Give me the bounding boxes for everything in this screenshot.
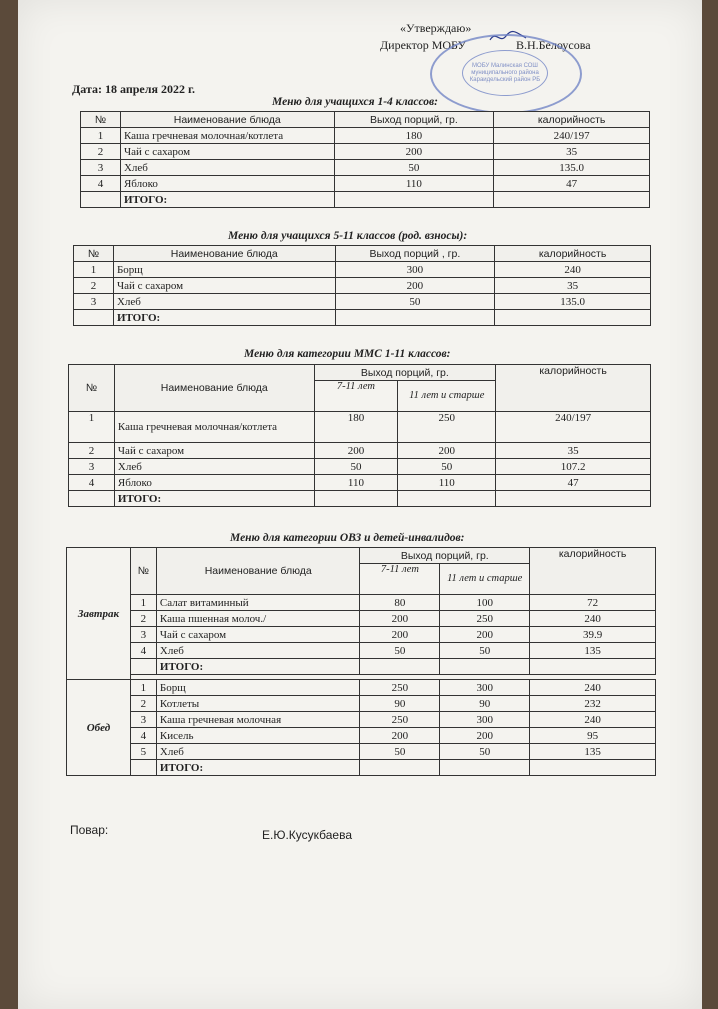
row-output-7-11: 90 (360, 696, 440, 712)
row-dish: Яблоко (120, 176, 334, 192)
subheader-age-11-plus: 11 лет и старше (398, 381, 496, 412)
row-output-7-11: 200 (360, 728, 440, 744)
total-label: ИТОГО: (156, 760, 360, 776)
row-calories: 135.0 (494, 160, 650, 176)
official-stamp (430, 34, 582, 114)
table-row (69, 443, 651, 459)
row-dish: Яблоко (114, 475, 314, 491)
row-output-7-11: 50 (360, 744, 440, 760)
row-number: 5 (130, 744, 156, 760)
total-label: ИТОГО: (120, 192, 334, 208)
stamp-text: МОБУ Малинская СОШ муниципального района Караидельский район РБ (462, 50, 548, 96)
row-output-7-11: 110 (314, 475, 398, 491)
row-dish: Салат витаминный (156, 595, 360, 611)
table-row (67, 611, 656, 627)
header-calories: калорийность (494, 112, 650, 128)
row-dish: Чай с сахаром (113, 278, 335, 294)
meal-lunch-label: Обед (67, 680, 131, 776)
table-row (67, 627, 656, 643)
row-calories: 135 (530, 643, 656, 659)
table-row (67, 728, 656, 744)
row-output: 200 (334, 144, 494, 160)
row-output: 50 (334, 160, 494, 176)
row-number: 1 (81, 128, 121, 144)
row-output-7-11: 200 (360, 627, 440, 643)
row-calories: 135.0 (495, 294, 651, 310)
row-output-11-plus: 90 (440, 696, 530, 712)
row-output-7-11: 250 (360, 712, 440, 728)
table-row (67, 744, 656, 760)
row-output-11-plus: 200 (398, 443, 496, 459)
table-header-row (69, 365, 651, 381)
row-number: 1 (130, 680, 156, 696)
row-calories: 240/197 (496, 412, 651, 443)
row-output-11-plus: 50 (440, 744, 530, 760)
row-output-7-11: 80 (360, 595, 440, 611)
header-calories: калорийность (496, 365, 651, 412)
cook-label: Повар: (70, 823, 109, 837)
row-dish: Чай с сахаром (156, 627, 360, 643)
table-row (81, 128, 650, 144)
cook-name: Е.Ю.Кусукбаева (262, 828, 353, 842)
table-header-row (74, 246, 651, 262)
total-label: ИТОГО: (114, 491, 314, 507)
row-output-11-plus: 50 (398, 459, 496, 475)
row-calories: 35 (495, 278, 651, 294)
row-number: 1 (69, 412, 115, 443)
row-calories: 240 (530, 680, 656, 696)
approval-prefix: Директор МОБУ (380, 38, 466, 52)
header-number: № (81, 112, 121, 128)
row-calories: 240 (530, 712, 656, 728)
row-number: 4 (130, 728, 156, 744)
row-number: 1 (74, 262, 114, 278)
total-row (74, 310, 651, 326)
row-number: 2 (69, 443, 115, 459)
row-number: 3 (69, 459, 115, 475)
row-dish: Чай с сахаром (114, 443, 314, 459)
approval-title: «Утверждаю» (400, 21, 472, 35)
approval-name: В.Н.Белоусова (516, 38, 591, 52)
row-number: 2 (74, 278, 114, 294)
row-dish: Каша пшенная молоч./ (156, 611, 360, 627)
header-dish: Наименование блюда (156, 548, 360, 595)
row-dish: Хлеб (113, 294, 335, 310)
table-header-row (81, 112, 650, 128)
row-calories: 240 (530, 611, 656, 627)
row-dish: Борщ (156, 680, 360, 696)
row-output-11-plus: 200 (440, 728, 530, 744)
row-number: 4 (130, 643, 156, 659)
table1-caption: Меню для учащихся 1-4 классов: (272, 96, 439, 108)
table-row (74, 262, 651, 278)
row-output-7-11: 200 (360, 611, 440, 627)
row-number: 2 (130, 611, 156, 627)
row-dish: Хлеб (156, 744, 360, 760)
row-output-11-plus: 100 (440, 595, 530, 611)
row-calories: 39.9 (530, 627, 656, 643)
row-number: 3 (74, 294, 114, 310)
header-calories: калорийность (495, 246, 651, 262)
row-calories: 35 (494, 144, 650, 160)
row-output-11-plus: 250 (398, 412, 496, 443)
row-calories: 135 (530, 744, 656, 760)
menu-date: Дата: 18 апреля 2022 г. (72, 82, 196, 96)
row-calories: 240 (495, 262, 651, 278)
header-output: Выход порций, гр. (360, 548, 530, 564)
total-label: ИТОГО: (113, 310, 335, 326)
row-dish: Борщ (113, 262, 335, 278)
total-row (67, 659, 656, 675)
header-dish: Наименование блюда (114, 365, 314, 412)
row-output-11-plus: 50 (440, 643, 530, 659)
table-row (74, 294, 651, 310)
row-dish: Каша гречневая молочная/котлета (114, 412, 314, 443)
row-output-7-11: 50 (314, 459, 398, 475)
meal-breakfast-label: Завтрак (67, 548, 131, 680)
row-calories: 72 (530, 595, 656, 611)
row-calories: 107.2 (496, 459, 651, 475)
row-dish: Чай с сахаром (120, 144, 334, 160)
menu-table-5-11 (73, 245, 651, 326)
row-number: 2 (130, 696, 156, 712)
row-output-7-11: 200 (314, 443, 398, 459)
row-calories: 47 (494, 176, 650, 192)
header-number: № (69, 365, 115, 412)
header-number: № (130, 548, 156, 595)
header-dish: Наименование блюда (120, 112, 334, 128)
row-output-7-11: 180 (314, 412, 398, 443)
subheader-age-7-11: 7-11 лет (314, 381, 398, 412)
header-number: № (74, 246, 114, 262)
row-calories: 232 (530, 696, 656, 712)
table-header-row (67, 548, 656, 564)
row-number: 2 (81, 144, 121, 160)
row-dish: Каша гречневая молочная/котлета (120, 128, 334, 144)
table-row (81, 176, 650, 192)
header-dish: Наименование блюда (113, 246, 335, 262)
table-row (67, 712, 656, 728)
table-row (69, 412, 651, 443)
subheader-age-7-11: 7-11 лет (360, 564, 440, 595)
row-dish: Котлеты (156, 696, 360, 712)
row-dish: Кисель (156, 728, 360, 744)
row-number: 1 (130, 595, 156, 611)
table3-caption: Меню для категории ММС 1-11 классов: (244, 348, 451, 360)
row-number: 4 (69, 475, 115, 491)
table-row (67, 595, 656, 611)
row-output: 200 (335, 278, 495, 294)
header-output: Выход порций, гр. (334, 112, 494, 128)
row-output: 50 (335, 294, 495, 310)
row-calories: 240/197 (494, 128, 650, 144)
row-dish: Каша гречневая молочная (156, 712, 360, 728)
total-row (81, 192, 650, 208)
header-calories: калорийность (530, 548, 656, 595)
row-calories: 47 (496, 475, 651, 491)
table-row (67, 680, 656, 696)
table-row (81, 144, 650, 160)
row-output-7-11: 50 (360, 643, 440, 659)
row-dish: Хлеб (156, 643, 360, 659)
row-calories: 35 (496, 443, 651, 459)
subheader-age-11-plus: 11 лет и старше (440, 564, 530, 595)
row-number: 3 (130, 627, 156, 643)
table4-caption: Меню для категории ОВЗ и детей-инвалидов: (230, 532, 465, 544)
row-dish: Хлеб (120, 160, 334, 176)
row-number: 4 (81, 176, 121, 192)
row-dish: Хлеб (114, 459, 314, 475)
row-output-7-11: 250 (360, 680, 440, 696)
menu-table-mms (68, 364, 651, 507)
row-output: 180 (334, 128, 494, 144)
row-output-11-plus: 110 (398, 475, 496, 491)
table-row (69, 459, 651, 475)
table2-caption: Меню для учащихся 5-11 классов (род. взносы): (228, 230, 468, 242)
table-row (67, 643, 656, 659)
row-output: 110 (334, 176, 494, 192)
row-number: 3 (81, 160, 121, 176)
total-label: ИТОГО: (156, 659, 360, 675)
row-output-11-plus: 250 (440, 611, 530, 627)
row-output-11-plus: 300 (440, 680, 530, 696)
header-output: Выход порций , гр. (335, 246, 495, 262)
table-row (69, 475, 651, 491)
total-row (67, 760, 656, 776)
table-row (74, 278, 651, 294)
row-output-11-plus: 200 (440, 627, 530, 643)
row-number: 3 (130, 712, 156, 728)
table-row (67, 696, 656, 712)
row-output-11-plus: 300 (440, 712, 530, 728)
menu-table-ovz (66, 547, 656, 776)
menu-table-1-4 (80, 111, 650, 208)
row-calories: 95 (530, 728, 656, 744)
total-row (69, 491, 651, 507)
table-row (81, 160, 650, 176)
row-output: 300 (335, 262, 495, 278)
header-output: Выход порций, гр. (314, 365, 496, 381)
